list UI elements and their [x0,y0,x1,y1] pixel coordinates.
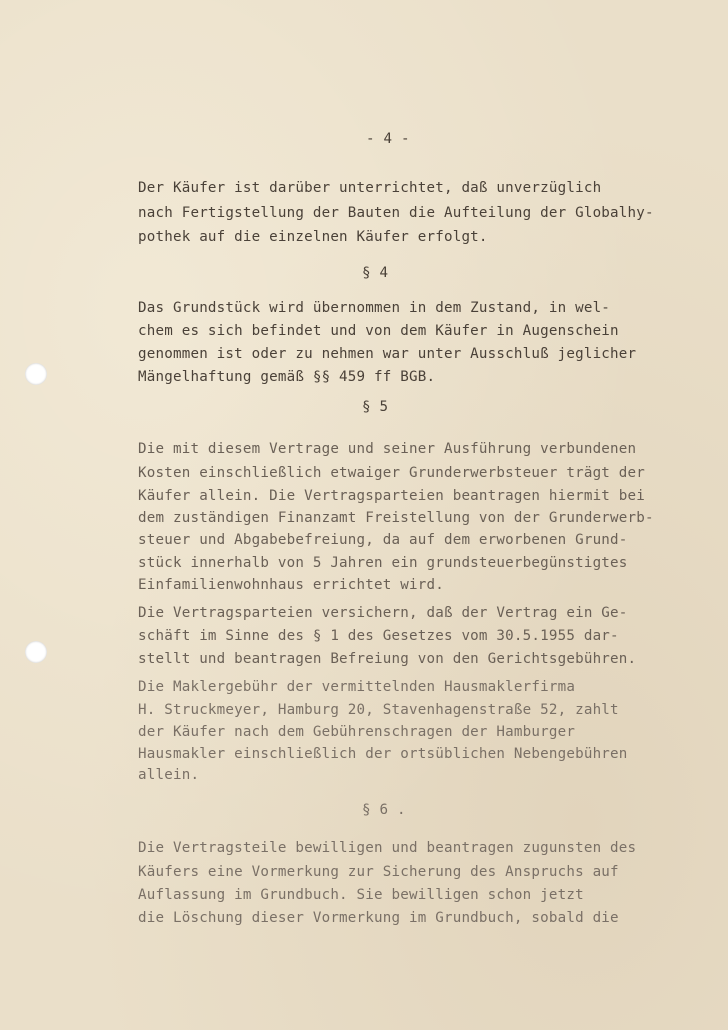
section-6-line-4: die Löschung dieser Vormerkung im Grundbuch, sobald die [138,910,619,926]
section-6-line-2: Käufers eine Vormerkung zur Sicherung des Anspruchs auf [138,864,619,880]
section-5-p1-line-1: Die mit diesem Vertrage und seiner Ausführung verbundenen [138,441,637,457]
section-5-p3-line-1: Die Maklergebühr der vermittelnden Hausmaklerfirma [138,679,576,695]
section-4-line-3: genommen ist oder zu nehmen war unter Ausschluß jeglicher [138,346,637,362]
section-5-p2-line-3: stellt und beantragen Befreiung von den Gerichtsgebühren. [138,651,637,667]
section-4-line-1: Das Grundstück wird übernommen in dem Zustand, in wel- [138,300,611,316]
section-6-line-3: Auflassung im Grundbuch. Sie bewilligen schon jetzt [138,887,584,903]
section-5-p2-line-1: Die Vertragsparteien versichern, daß der Vertrag ein Ge- [138,605,628,621]
section-6-line-1: Die Vertragsteile bewilligen und beantragen zugunsten des [138,840,637,856]
intro-line-2: nach Fertigstellung der Bauten die Aufteilung der Globalhy- [138,205,654,221]
section-5-p1-line-3: Käufer allein. Die Vertragsparteien beantragen hiermit bei [138,488,646,504]
section-4-line-4: Mängelhaftung gemäß §§ 459 ff BGB. [138,369,436,385]
section-5-p2-line-2: schäft im Sinne des § 1 des Gesetzes vom 30.5.1955 dar- [138,628,619,644]
section-5-p1-line-2: Kosten einschließlich etwaiger Grunderwerbsteuer trägt der [138,465,646,481]
section-5-p3-line-2: H. Struckmeyer, Hamburg 20, Stavenhagenstraße 52, zahlt [138,702,619,718]
section-5-p1-line-4: dem zuständigen Finanzamt Freistellung von der Grunderwerb- [138,510,654,526]
section-5-p3-line-4: Hausmakler einschließlich der ortsüblichen Nebengebühren [138,746,628,762]
section-5-p1-line-5: steuer und Abgabebefreiung, da auf dem erworbenen Grund- [138,532,628,548]
section-5-p3-line-5: allein. [138,767,200,783]
section-4-line-2: chem es sich befindet und von dem Käufer in Augenschein [138,323,619,339]
section-5-p1-line-7: Einfamilienwohnhaus errichtet wird. [138,577,444,593]
section-4-heading: § 4 [362,265,389,281]
intro-line-1: Der Käufer ist darüber unterrichtet, daß unverzüglich [138,180,602,196]
section-5-heading: § 5 [362,399,389,415]
section-5-p1-line-6: stück innerhalb von 5 Jahren ein grundsteuerbegünstigtes [138,555,628,571]
page-number: - 4 - [366,131,410,147]
section-5-p3-line-3: der Käufer nach dem Gebührenschragen der Hamburger [138,724,576,740]
punch-hole [25,363,47,385]
section-6-heading: § 6 . [362,802,406,818]
punch-hole [25,641,47,663]
intro-line-3: pothek auf die einzelnen Käufer erfolgt. [138,229,488,245]
